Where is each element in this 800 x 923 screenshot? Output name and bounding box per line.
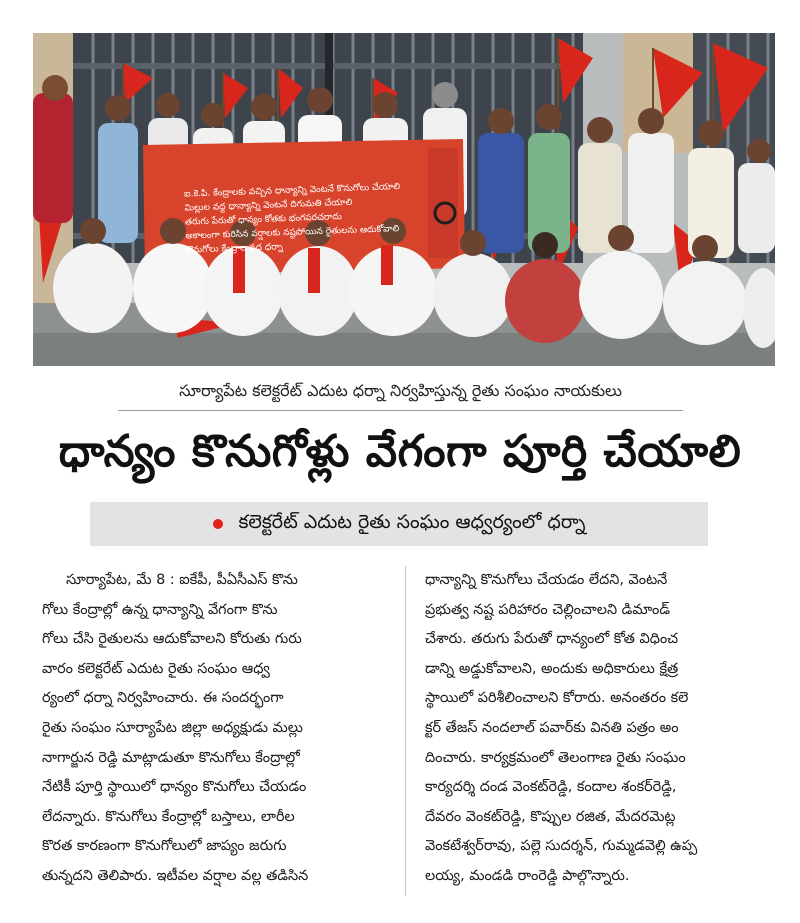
- article-line: కొరత కారణంగా కొనుగోలులో జాప్యం జరుగు: [42, 838, 287, 855]
- red-bullet-icon: [213, 519, 223, 529]
- article-line: కార్యదర్శి దండ వెంకట్‌రెడ్డి, కందాల శంకర్‌రెడ్డి,: [425, 779, 677, 796]
- article-line: వెంకటేశ్వర్‌రావు, పల్లె సుదర్శన్, గుమ్మడవెల్లి ఉప్ప: [425, 838, 698, 855]
- article-line: లేదన్నారు. కొనుగోలు కేంద్రాల్లో బస్తాలు, లారీల: [42, 808, 295, 825]
- article-line: లయ్య, మండడి రాంరెడ్డి పాల్గొన్నారు.: [425, 867, 630, 884]
- article-line: ప్రభుత్వ నష్ట పరిహారం చెల్లించాలని డిమాండ్: [425, 601, 670, 618]
- article-line: నేటికీ పూర్తి స్థాయిలో ధాన్యం కొనుగోలు చేయడం: [42, 779, 307, 796]
- article-line: రైతు సంఘం సూర్యాపేట జిల్లా అధ్యక్షుడు మల్లు: [42, 719, 303, 736]
- banner-line: కొనుగోలు కేంద్రాల వద్ద ధర్నా: [185, 242, 284, 256]
- banner-lettering: [184, 178, 448, 257]
- article-line: వారం కలెక్టరేట్ ఎదుట రైతు సంఘం ఆధ్వ: [42, 660, 270, 677]
- news-photo: [33, 33, 775, 366]
- article-line: ధాన్యాన్ని కొనుగోలు చేయడం లేదని, వెంటనే: [425, 572, 668, 588]
- column-divider: [405, 566, 406, 896]
- article-column-right: [425, 566, 771, 892]
- article-line: డాన్ని అడ్డుకోవాలని, అందుకు అధికారులు క్షేత్ర: [425, 660, 679, 677]
- article-column-left: [42, 566, 388, 892]
- article-line: చేశారు. తరుగు పేరుతో ధాన్యంలో కోత విధించ: [425, 631, 679, 648]
- article-line: నాగార్జున రెడ్డి మాట్లాడుతూ కొనుగోలు కేంద్రాల్లో: [42, 749, 300, 766]
- subheading: [90, 502, 708, 546]
- article-line: దేవరం వెంకట్‌రెడ్డి, కొప్పుల రజిత, మేదరమెట్ల: [425, 808, 676, 825]
- banner-line: అకాలంగా కురిసిన వర్షాలకు నష్టపోయిన రైతులను ఆదుకోవాలి: [185, 224, 400, 242]
- article-line: స్థాయిలో పరిశీలించాలని కోరారు. అనంతరం కలె: [425, 690, 689, 707]
- headline: ధాన్యం కొనుగోళ్లు వేగంగా పూర్తి చేయాలి: [58, 426, 742, 477]
- article-line: గోలు చేసి రైతులను ఆదుకోవాలని కోరుతు గురు: [42, 631, 302, 648]
- banner-line: ఐ.కె.పి. కేంద్రాలకు వచ్చిన ధాన్యాన్ని వెంటనే కొనుగోలు చేయాలి: [183, 182, 401, 200]
- photo-caption: సూర్యాపేట కలెక్టరేట్ ఎదుట ధర్నా నిర్వహిస్తున్న రైతు సంఘం నాయకులు: [118, 374, 683, 411]
- article-line: సూర్యాపేట, మే 8 : ఐకేపీ, పీఏసీఎస్ కొను: [66, 572, 298, 588]
- banner-line: తరుగు పేరుతో ధాన్యం కోతకు భంగపరచరాదు: [184, 212, 342, 228]
- article-line: ర్యంలో ధర్నా నిర్వహించారు. ఈ సందర్భంగా: [42, 690, 284, 707]
- article-line: గోలు కేంద్రాల్లో ఉన్న ధాన్యాన్ని వేగంగా కొను: [42, 601, 278, 618]
- subheading-text: కలెక్టరేట్ ఎదుట రైతు సంఘం ఆధ్వర్యంలో ధర్నా: [238, 510, 586, 533]
- banner-line: మిల్లుల వద్ద ధాన్యాన్ని వెంటనే దిగుమతి చేయాలి: [184, 197, 353, 214]
- article-line: తున్నదని తెలిపారు. ఇటీవల వర్షాల వల్ల తడిసిన: [42, 867, 309, 884]
- article-line: దించారు. కార్యక్రమంలో తెలంగాణ రైతు సంఘం: [425, 749, 686, 766]
- article-line: క్టర్ తేజస్ నందలాల్ పవార్‌కు వినతి పత్రం అం: [425, 719, 679, 736]
